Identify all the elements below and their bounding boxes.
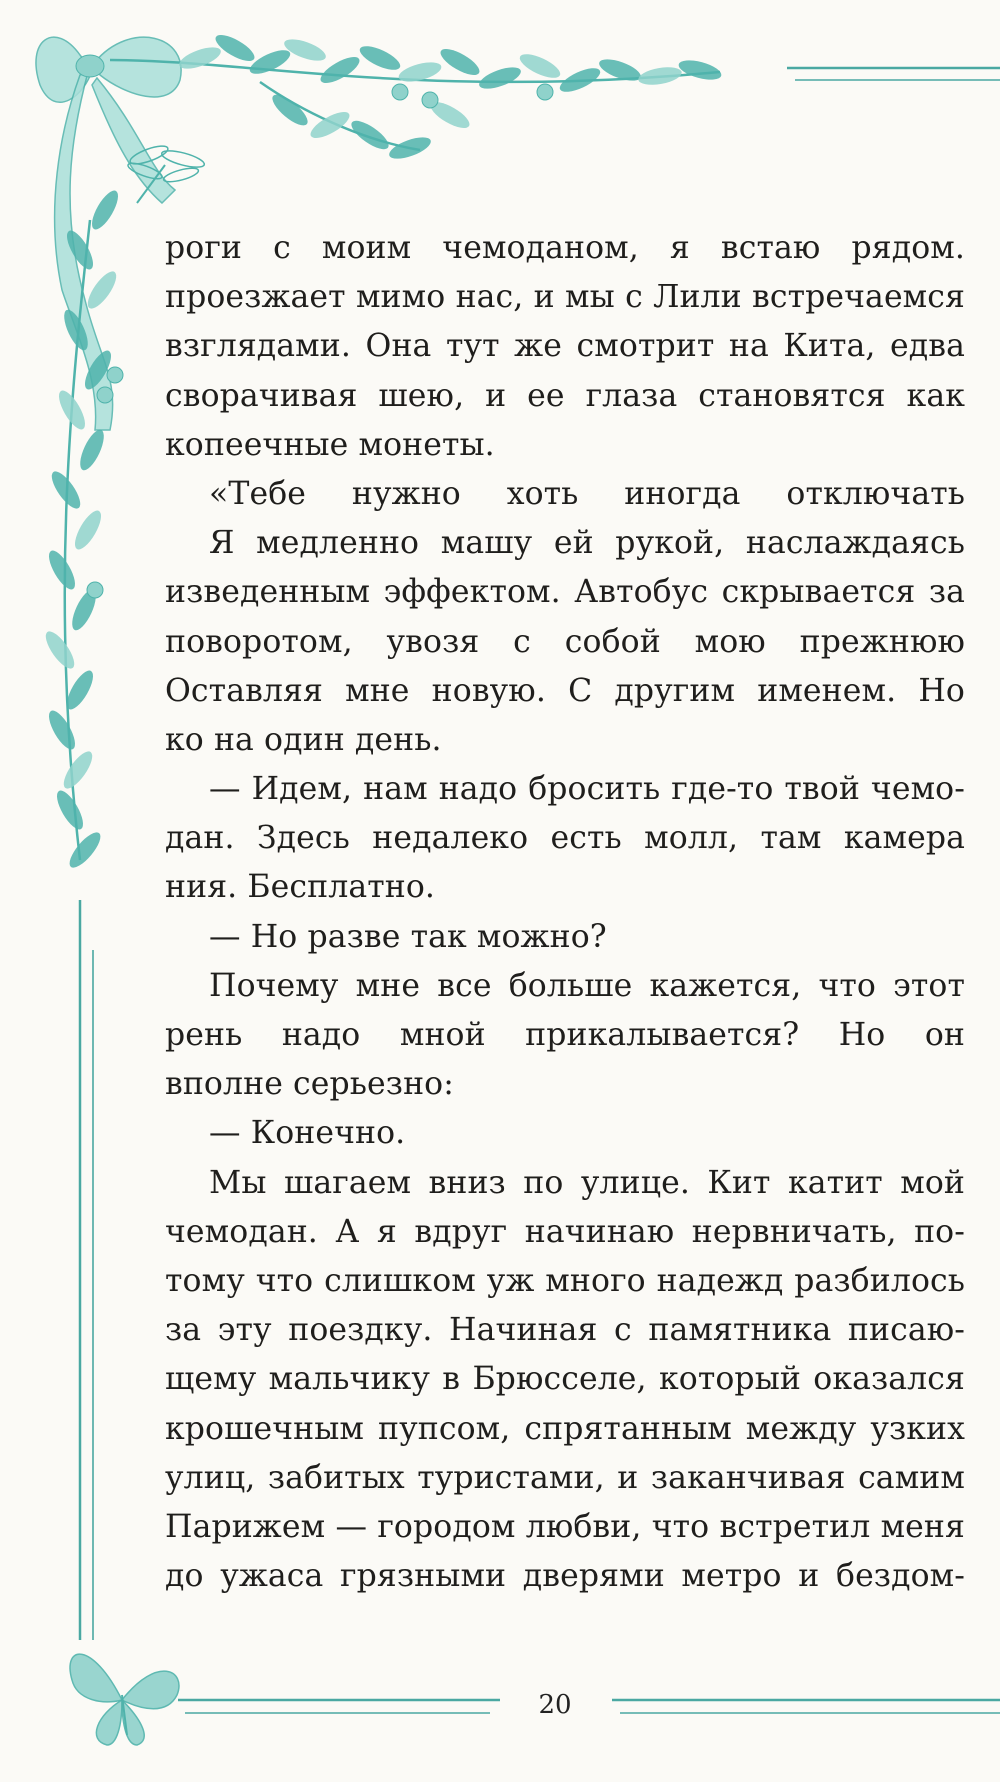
leaf-icon — [83, 267, 121, 312]
leaf-icon — [70, 507, 106, 553]
berry-icon — [97, 387, 113, 403]
text-line: чемодан. А я вдруг начинаю нервничать, по- — [165, 1213, 965, 1250]
leaf-icon — [247, 45, 294, 78]
text-line: роги с моим чемоданом, я встаю рядом. — [165, 230, 965, 266]
leaf-icon — [282, 35, 329, 65]
leaf-icon — [357, 41, 404, 74]
text-line: вполне серьезно: — [165, 1066, 454, 1103]
leaf-icon — [41, 627, 79, 672]
text-line: улиц, забитых туристами, и заканчивая самим — [165, 1459, 965, 1496]
leaf-icon — [75, 427, 108, 474]
text-line: копеечные монеты. — [165, 426, 495, 463]
text-line: — Идем, нам надо бросить где-то твой чемо- — [209, 771, 965, 808]
berry-icon — [87, 582, 103, 598]
text-line: тому что слишком уж много надежд разбилось — [165, 1262, 965, 1299]
text-line: за эту поездку. Начиная с памятника писаю- — [165, 1312, 965, 1349]
text-line: Я медленно машу ей рукой, наслаждаясь — [209, 525, 965, 562]
text-line: ния. Бесплатно. — [165, 869, 436, 906]
text-line: дан. Здесь недалеко есть молл, там камера — [165, 820, 965, 857]
text-line: взглядами. Она тут же смотрит на Кита, едва — [165, 328, 965, 365]
leaf-icon — [437, 44, 483, 80]
text-block — [165, 224, 965, 1601]
text-line: — Конечно. — [209, 1115, 406, 1152]
text-line: проезжает мимо нас, и мы с Лили встречаемся — [165, 279, 965, 316]
leaf-icon — [59, 747, 97, 792]
leaf-icon — [65, 828, 106, 872]
text-line: рень надо мной прикалывается? Но он — [165, 1017, 965, 1053]
leaf-icon — [44, 547, 80, 593]
leaf-icon — [677, 57, 724, 84]
butterfly-icon — [70, 1654, 179, 1745]
leaf-icon — [517, 49, 564, 82]
berry-icon — [537, 84, 553, 100]
text-line: ко на один день. — [165, 721, 442, 758]
text-line: щему мальчику в Брюсселе, который оказался — [165, 1361, 965, 1398]
leaf-icon — [387, 133, 434, 163]
leaf-icon — [87, 187, 123, 233]
leaf-icon — [637, 64, 683, 87]
text-line: изведенным эффектом. Автобус скрывается за — [165, 574, 965, 611]
text-line: поворотом, увозя с собой мою прежнюю — [165, 623, 965, 660]
leaf-icon — [212, 30, 258, 66]
leaf-icon — [177, 43, 224, 73]
text-line: Мы шагаем вниз по улице. Кит катит мой — [209, 1164, 965, 1201]
berry-icon — [107, 367, 123, 383]
leaf-icon — [307, 107, 353, 143]
text-line: Почему мне все больше кажется, что этот — [209, 967, 965, 1004]
text-line: Оставляя мне новую. С другим именем. Но — [165, 672, 965, 709]
text-line: сворачивая шею, и ее глаза становятся как — [165, 377, 965, 414]
leaf-icon — [44, 707, 80, 753]
leaf-icon — [52, 787, 88, 833]
text-line: Парижем — городом любви, что встретил меня — [165, 1508, 965, 1545]
page-number: 20 — [538, 1690, 572, 1720]
text-line: крошечным пупсом, спрятанным между узких — [165, 1410, 965, 1447]
text-line: — Но разве так можно? — [209, 918, 607, 955]
berry-icon — [392, 84, 408, 100]
text-line: до ужаса грязными дверями метро и бездом- — [165, 1558, 965, 1595]
leaf-icon — [477, 63, 524, 93]
text-line: «Тебе нужно хоть иногда отключать — [209, 475, 965, 512]
leaf-icon — [347, 116, 392, 154]
berry-icon — [422, 92, 438, 108]
